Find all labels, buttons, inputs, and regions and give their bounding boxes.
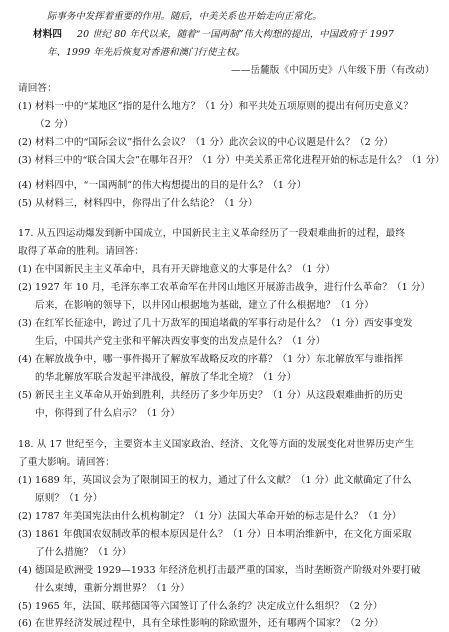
material-4-text: 20 世纪 80 年代以来，随着“一国两制”伟大构想的提出，中国政府于 1997 — [77, 29, 394, 40]
question-17-1: (1) 在中国新民主主义革命中，具有开天辟地意义的大事是什么？（1 分） — [18, 264, 336, 275]
question-16-1-cont: （2 分） — [35, 119, 74, 130]
question-18-1-cont: 原则？（1 分） — [35, 493, 103, 504]
question-17-intro: 17. 从五四运动爆发到新中国成立，中国新民主主义革命经历了一段艰难曲折的过程，最终 — [18, 228, 406, 239]
question-16-3: (3) 材料三中的“联合国大会”在哪年召开？（1 分）中美关系正常化进程开始的标志是什么？（1 分） — [18, 155, 445, 166]
question-17-2: (2) 1927 年 10 月，毛泽东率工农革命军在井冈山地区开展游击战争，进行什么革命？（1 分） — [18, 282, 431, 293]
question-17-5-cont: 中，你得到了什么启示？（1 分） — [35, 408, 181, 419]
question-16-2: (2) 材料二中的“国际会议”指什么会议？（1 分）此次会议的中心议题是什么？（2 分） — [18, 137, 394, 148]
material-4-label: 材料四 — [33, 29, 63, 40]
question-18-1: (1) 1689 年，英国议会为了限制国王的权力，通过了什么文献？（1 分）此文献确定了什么 — [18, 475, 412, 486]
question-16-5: (5) 从材料三，材料四中，你得出了什么结论？（1 分） — [18, 198, 258, 209]
question-18-3-cont: 了什么措施？（1 分） — [35, 547, 132, 558]
question-17-5: (5) 新民主主义革命从开始到胜利，共经历了多少年历史？（1 分）从这段艰难曲折的历史 — [18, 390, 404, 401]
question-18-intro: 18. 从 17 世纪至今，主要资本主义国家政治、经济、文化等方面的发展变化对世界历史产生 — [18, 439, 415, 450]
answer-prompt: 请回答： — [18, 83, 57, 94]
question-17-2-cont: 后来，在影响的领导下，以井冈山根据地为基础，建立了什么根据地？（1 分） — [35, 300, 374, 311]
question-17-3: (3) 在红军长征途中，跨过了几十万敌军的围追堵截的军事行动是什么？（1 分）西安事变发 — [18, 318, 413, 329]
question-17-4: (4) 在解放战争中，哪一事件揭开了解放军战略反攻的序幕？（1 分）东北解放军与谁指挥 — [18, 354, 404, 365]
question-18-3: (3) 1861 年俄国农奴制改革的根本原因是什么？（1 分）日本明治维新中，在文化方面采取 — [18, 529, 412, 540]
material-3-tail: 际事务中发挥着重要的作用。随后，中美关系也开始走向正常化。 — [47, 11, 322, 22]
question-18-4-cont: 什么束缚，重新分割世界？（1 分） — [35, 583, 190, 594]
question-17-3-cont: 生后，中国共产党主张和平解决西安事变的出发点是什么？（1 分） — [35, 336, 326, 347]
question-18-5: (5) 1965 年，法国、联邦德国等六国签订了什么条约？决定成立什么组织？（2 分） — [18, 601, 383, 612]
question-18-6: (6) 在世界经济发展过程中，具有全球性影响的除欧盟外，还有哪两个国家？（2 分） — [18, 618, 384, 629]
material-source: ——岳麓版《中国历史》八年级下册（有改动） — [231, 65, 435, 76]
question-18-4: (4) 德国是欧洲受 1929—1933 年经济危机打击最严重的国家，当时垄断资产阶级对外要打破 — [18, 565, 421, 576]
question-16-4: (4) 材料四中，“一国两制”的伟大构想提出的目的是什么？（1 分） — [18, 180, 307, 191]
material-4-text-2: 年、1999 年先后恢复对香港和澳门行使主权。 — [47, 47, 245, 58]
question-17-intro-2: 取得了革命的胜利。请回答： — [18, 246, 145, 257]
question-17-4-cont: 的华北解放军联合发起平津战役，解放了华北全境？（1 分） — [35, 372, 297, 383]
question-18-2: (2) 1787 年美国宪法由什么机构制定？（1 分）法国大革命开始的标志是什么？（1 分） — [18, 511, 402, 522]
question-18-intro-2: 了重大影响。请回答： — [18, 457, 115, 468]
question-16-1: (1) 材料一中的“某地区”指的是什么地方？（1 分）和平共处五项原则的提出有何历史意义？ — [18, 101, 414, 112]
